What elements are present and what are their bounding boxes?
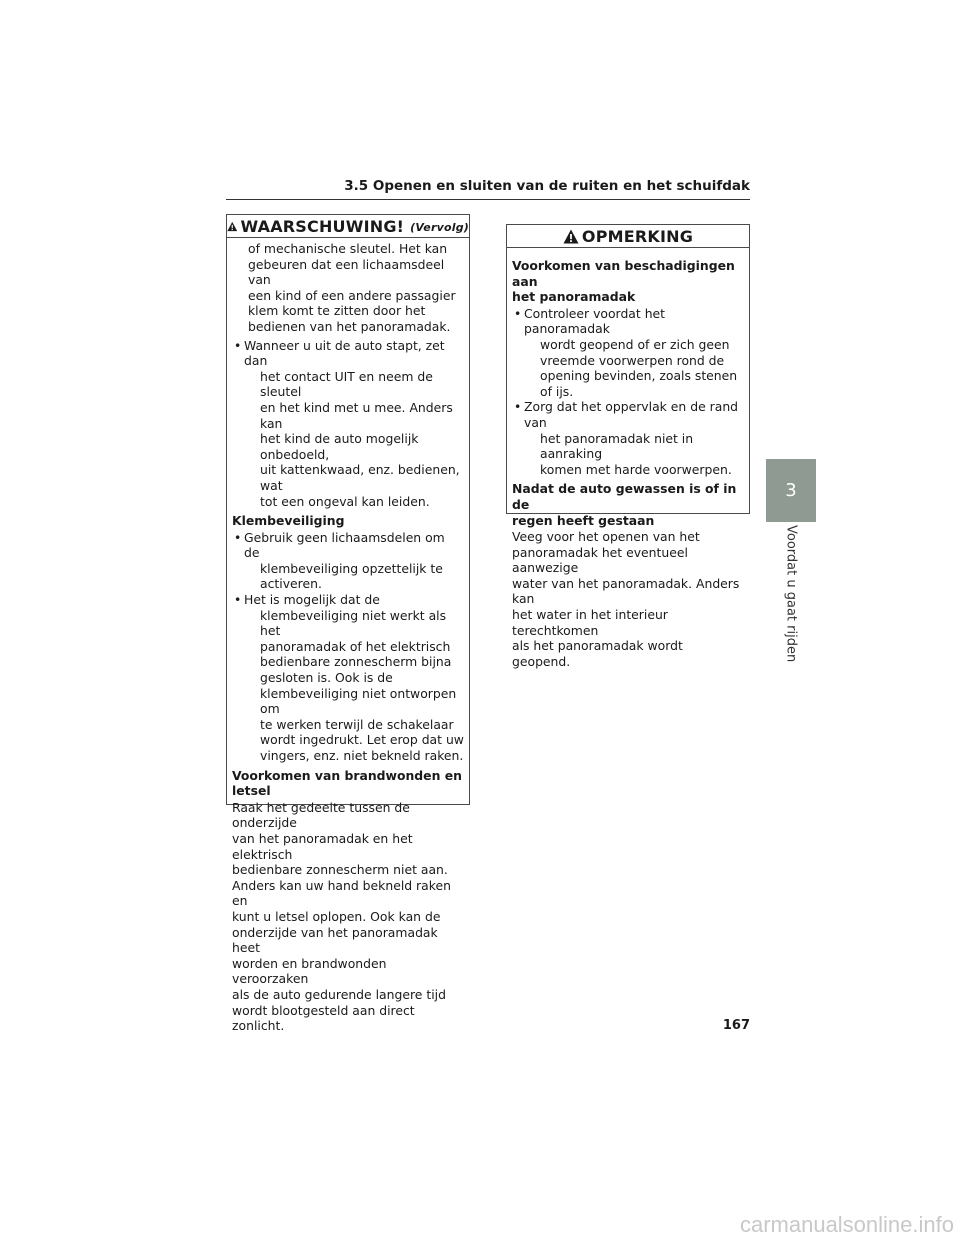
paragraph-line: wordt blootgesteld aan direct zonlicht.: [232, 1002, 415, 1034]
bullet-line: gesloten is. Ook is de: [260, 670, 393, 686]
bullet-dot: •: [234, 337, 242, 353]
bullet-line: Gebruik geen lichaamsdelen om de: [244, 529, 445, 561]
heading-line: letsel: [232, 783, 271, 799]
paragraph-line: panoramadak het eventueel aanwezige: [512, 544, 688, 576]
bullet-line: te werken terwijl de schakelaar: [260, 716, 454, 732]
warning-box: [226, 214, 470, 1034]
paragraph-line: worden en brandwonden veroorzaken: [232, 955, 387, 987]
bullet-dot: •: [234, 529, 242, 545]
bullet-line: het kind de auto mogelijk onbedoeld,: [260, 431, 419, 462]
paragraph-line: als het panoramadak wordt geopend.: [512, 638, 683, 669]
heading-line: Voorkomen van beschadigingen aan: [512, 258, 735, 289]
bullet-line: bedienbare zonnescherm bijna: [260, 654, 452, 670]
bullet-line: wordt geopend of er zich geen: [540, 336, 730, 352]
notice-title: OPMERKING: [581, 226, 694, 246]
paragraph-line: Raak het gedeelte tussen de onderzijde: [232, 799, 410, 831]
notice-heading-gewassen: [512, 481, 744, 528]
bullet-line: Controleer voordat het panoramadak: [524, 305, 666, 337]
paragraph-line: van het panoramadak en het elektrisch: [232, 830, 413, 862]
warning-title: WAARSCHUWING!: [240, 216, 405, 236]
caution-triangle-icon: [563, 229, 579, 244]
warning-intro-line: of mechanische sleutel. Het kan: [248, 241, 448, 256]
bullet-line: het contact UIT en neem de sleutel: [260, 368, 433, 400]
running-header: 3.5 Openen en sluiten van de ruiten en het schuifdak: [226, 176, 750, 200]
warning-title-bar: [227, 215, 469, 238]
bullet-line: uit kattenkwaad, enz. bedienen, wat: [260, 462, 460, 493]
warning-continued: (Vervolg): [410, 221, 469, 234]
bullet-line: klembeveiliging niet ontworpen om: [260, 685, 457, 717]
bullet-line: vingers, enz. niet bekneld raken.: [260, 748, 464, 763]
warning-intro-line: gebeuren dat een lichaamsdeel van: [248, 256, 445, 288]
warning-heading-klembeveiliging: Klembeveiliging: [232, 513, 345, 529]
chapter-label-container: [766, 525, 816, 665]
notice-bullet-1: [512, 306, 744, 400]
bullet-line: tot een ongeval kan leiden.: [260, 493, 430, 509]
bullet-line: vreemde voorwerpen rond de: [540, 352, 725, 368]
bullet-line: opening bevinden, zoals stenen of ijs.: [540, 368, 738, 399]
bullet-line: en het kind met u mee. Anders kan: [260, 399, 453, 431]
warning-intro-line: bedienen van het panoramadak.: [248, 318, 451, 334]
bullet-dot: •: [514, 399, 522, 415]
paragraph-line: bedienbare zonnescherm niet aan.: [232, 862, 448, 878]
bullet-dot: •: [514, 305, 522, 321]
notice-heading-beschadigingen: [512, 258, 744, 305]
notice-bullet-2: [512, 399, 744, 477]
watermark: carmanualsonline.info: [739, 1212, 954, 1237]
bullet-line: het panoramadak niet in aanraking: [540, 430, 694, 462]
warning-triangle-icon: [227, 219, 237, 234]
warning-content: [227, 238, 469, 1045]
paragraph-line: kunt u letsel oplopen. Ook kan de: [232, 908, 441, 924]
warning-intro: [248, 241, 464, 335]
warning-bullet-1: [232, 338, 464, 510]
notice-title-bar: [507, 225, 749, 248]
notice-box: [506, 224, 750, 669]
bullet-line: panoramadak of het elektrisch: [260, 638, 451, 654]
paragraph-line: Veeg voor het openen van het: [512, 529, 700, 545]
notice-content: [507, 248, 749, 680]
notice-paragraph: [512, 529, 744, 669]
heading-line: regen heeft gestaan: [512, 512, 655, 528]
chapter-tab[interactable]: [766, 459, 816, 522]
heading-line: Nadat de auto gewassen is of in de: [512, 481, 737, 512]
warning-intro-line: een kind of een andere passagier: [248, 287, 456, 303]
paragraph-line: het water in het interieur terechtkomen: [512, 607, 668, 638]
chapter-number: 3: [785, 480, 797, 501]
heading-line: het panoramadak: [512, 289, 636, 305]
bullet-line: klembeveiliging niet werkt als het: [260, 607, 447, 639]
warning-intro-line: klem komt te zitten door het: [248, 303, 426, 319]
bullet-line: activeren.: [260, 576, 322, 592]
bullet-line: Het is mogelijk dat de: [244, 592, 380, 608]
paragraph-line: water van het panoramadak. Anders kan: [512, 575, 740, 607]
chapter-label: Voordat u gaat rijden: [783, 525, 799, 663]
paragraph-line: als de auto gedurende langere tijd: [232, 986, 446, 1002]
bullet-dot: •: [234, 592, 242, 608]
bullet-line: Zorg dat het oppervlak en de rand van: [524, 399, 739, 430]
bullet-line: Wanneer u uit de auto stapt, zet dan: [244, 337, 445, 369]
warning-heading-brandwonden: [232, 768, 464, 799]
page-number: 167: [722, 1018, 750, 1033]
warning-paragraph: [232, 800, 464, 1034]
bullet-line: klembeveiliging opzettelijk te: [260, 560, 443, 576]
paragraph-line: Anders kan uw hand bekneld raken en: [232, 877, 451, 909]
warning-bullet-3: [232, 592, 464, 764]
bullet-line: komen met harde voorwerpen.: [540, 461, 732, 477]
warning-bullet-2: [232, 530, 464, 592]
heading-line: Voorkomen van brandwonden en: [232, 767, 462, 783]
bullet-line: wordt ingedrukt. Let erop dat uw: [260, 732, 464, 748]
paragraph-line: onderzijde van het panoramadak heet: [232, 924, 438, 956]
